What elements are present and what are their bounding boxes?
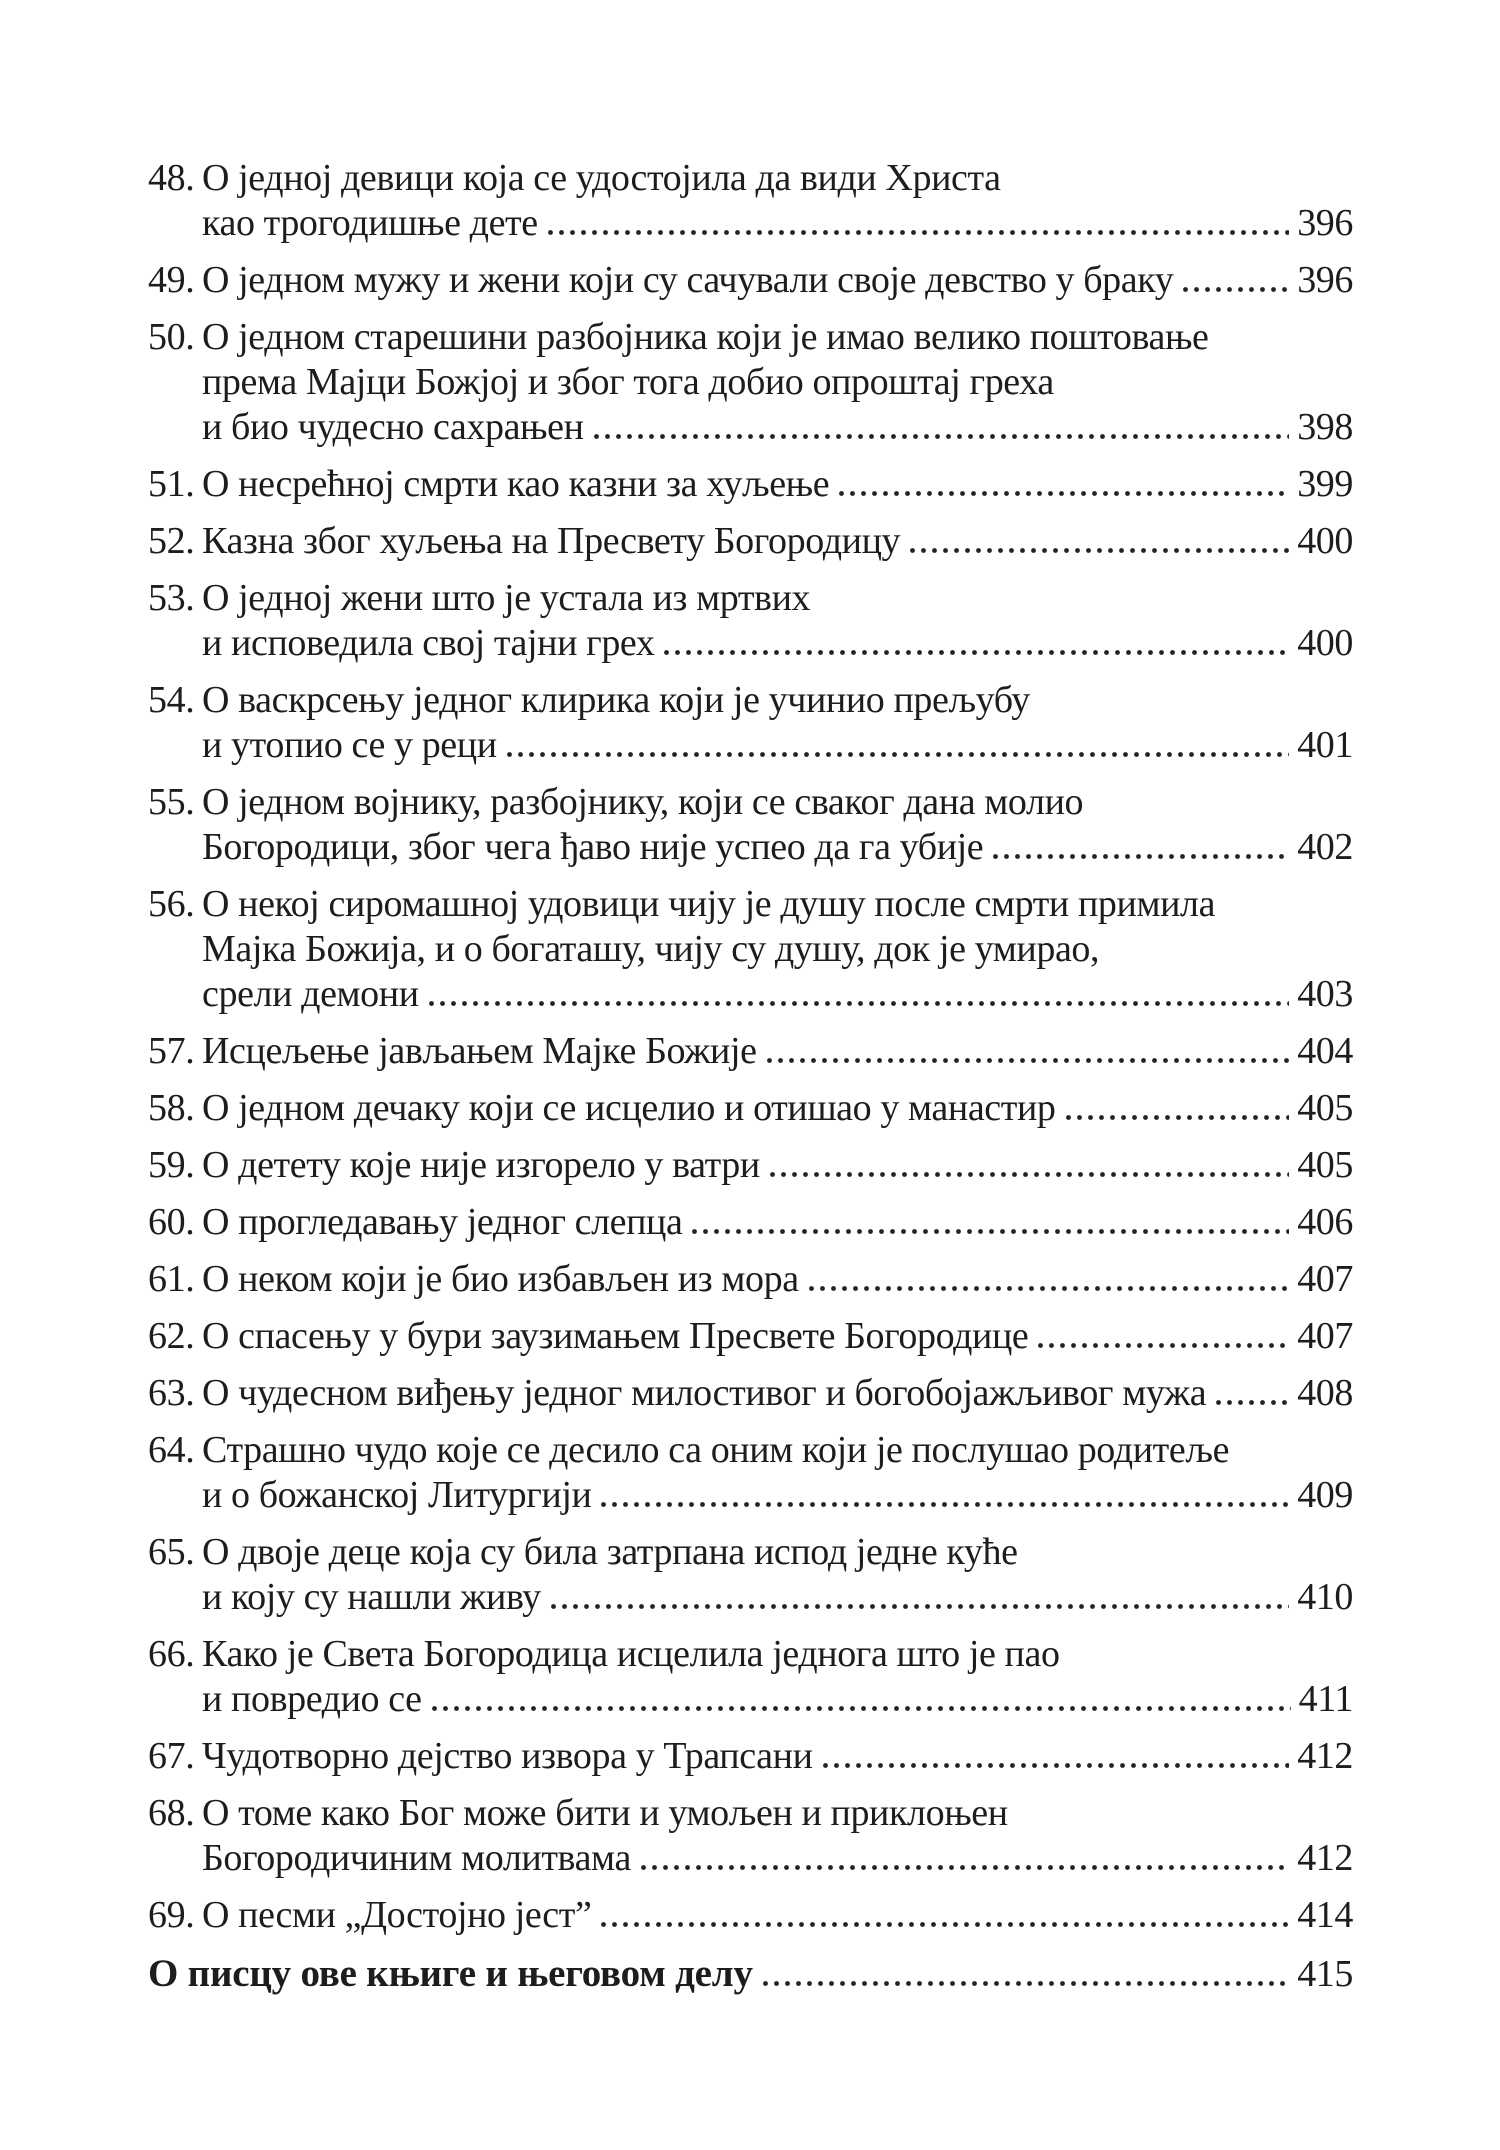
entry-body	[202, 1791, 1353, 1881]
entry-title-line: Како је Света Богородица исцелила једнога што је пао	[202, 1633, 1060, 1675]
entry-number: 66.	[148, 1633, 195, 1675]
dot-leader	[601, 1922, 1289, 1927]
entry-number: 65.	[148, 1531, 195, 1573]
entry-title-text: и о божанској Литургији	[202, 1474, 592, 1516]
dot-leader	[692, 1229, 1289, 1234]
entry-body	[202, 1428, 1353, 1518]
toc-entry	[148, 678, 1353, 768]
entry-title-text: Богородици, због чега ђаво није успео да га убије	[202, 826, 984, 868]
entry-title-last-line	[202, 1314, 1353, 1359]
entry-title-line: О једној жени што је устала из мртвих	[202, 577, 811, 619]
entry-title-text: срели демони	[202, 973, 419, 1015]
entry-body	[202, 1086, 1353, 1131]
entry-body	[202, 156, 1353, 246]
entry-title-line: О једном војнику, разбојнику, који се сваког дана молио	[202, 781, 1084, 823]
entry-title-line: О једном старешини разбојника који је имао велико поштовање	[202, 316, 1209, 358]
entry-body	[202, 1893, 1353, 1938]
entry-title-last-line	[202, 519, 1353, 564]
entry-title-text: као трогодишње дете	[202, 202, 538, 244]
entry-page-number: 404	[1297, 1030, 1353, 1072]
dot-leader	[809, 1286, 1289, 1291]
dot-leader	[763, 1981, 1289, 1986]
entry-title-line: О некој сиромашној удовици чију је душу после смрти примила	[202, 883, 1216, 925]
entry-body	[202, 1734, 1353, 1779]
entry-title-last-line	[202, 1200, 1353, 1245]
entry-number: 62.	[148, 1315, 195, 1357]
entry-page-number: 411	[1298, 1678, 1353, 1720]
entry-page-number: 414	[1297, 1894, 1353, 1936]
dot-leader	[507, 752, 1290, 757]
entry-body	[202, 1029, 1353, 1074]
toc-entry	[148, 1371, 1353, 1416]
entry-number: 69.	[148, 1894, 195, 1936]
dot-leader	[548, 230, 1289, 235]
entry-title-last-line	[202, 405, 1353, 450]
entry-body	[202, 882, 1353, 1017]
entry-title-last-line	[202, 1371, 1353, 1416]
entry-title-last-line	[202, 1575, 1353, 1620]
entry-title-text: О прогледавању једног слепца	[202, 1201, 683, 1243]
entry-body	[202, 1371, 1353, 1416]
toc-entry	[148, 1086, 1353, 1131]
toc-entry	[148, 462, 1353, 507]
entry-title-last-line	[202, 1893, 1353, 1938]
entry-title-text: Исцељење јављањем Мајке Божије	[202, 1030, 757, 1072]
toc-entry	[148, 1029, 1353, 1074]
toc-entry	[148, 1143, 1353, 1188]
entry-page-number: 412	[1297, 1837, 1353, 1879]
entry-page-number: 401	[1297, 724, 1353, 766]
toc-entry	[148, 315, 1353, 450]
toc-entry	[148, 1428, 1353, 1518]
entry-title-text: и утопио се у реци	[202, 724, 497, 766]
entry-title-line: О двоје деце која су била затрпана испод једне куће	[202, 1531, 1018, 1573]
entry-number: 50.	[148, 316, 195, 358]
entry-number: 68.	[148, 1792, 195, 1834]
entry-number: 59.	[148, 1144, 195, 1186]
dot-leader	[594, 434, 1290, 439]
entry-number: 60.	[148, 1201, 195, 1243]
dot-leader	[641, 1865, 1289, 1870]
entry-title-last-line	[202, 201, 1353, 246]
entry-title-text: Богородичиним молитвама	[202, 1837, 631, 1879]
entry-title-text: О спасењу у бури заузимањем Пресвете Богородице	[202, 1315, 1029, 1357]
entry-body	[148, 1951, 1353, 1997]
entry-body	[202, 519, 1353, 564]
toc-entry	[148, 1530, 1353, 1620]
entry-title-last-line	[202, 1086, 1353, 1131]
entry-body	[202, 678, 1353, 768]
toc-entry	[148, 1791, 1353, 1881]
entry-page-number: 396	[1297, 259, 1353, 301]
entry-title-text: О чудесном виђењу једног милостивог и богобојажљивог мужа	[202, 1372, 1207, 1414]
dot-leader	[1183, 287, 1289, 292]
entry-title-last-line	[202, 462, 1353, 507]
dot-leader	[910, 548, 1289, 553]
dot-leader	[664, 650, 1289, 655]
toc-entry	[148, 1893, 1353, 1938]
entry-page-number: 399	[1297, 463, 1353, 505]
entry-title-text: и повредио се	[202, 1678, 422, 1720]
toc-entry	[148, 258, 1353, 303]
closing-entry-title-text: О писцу ове књиге и његовом делу	[148, 1952, 753, 1995]
entry-title-line: према Мајци Божјој и због тога добио опроштај греха	[202, 361, 1054, 403]
entry-body	[202, 780, 1353, 870]
dot-leader	[429, 1001, 1290, 1006]
entry-title-last-line	[202, 1257, 1353, 1302]
dot-leader	[1038, 1343, 1289, 1348]
entry-title-text: О једном мужу и жени који су сачували своје девство у браку	[202, 259, 1174, 301]
entry-body	[202, 315, 1353, 450]
entry-title-last-line	[202, 723, 1353, 768]
toc-entry	[148, 1314, 1353, 1359]
entry-page-number: 407	[1297, 1258, 1353, 1300]
entry-number: 53.	[148, 577, 195, 619]
dot-leader	[1216, 1400, 1289, 1405]
dot-leader	[551, 1604, 1289, 1609]
entry-number: 63.	[148, 1372, 195, 1414]
entry-title-last-line	[202, 1473, 1353, 1518]
entry-title-text: и исповедила свој тајни грех	[202, 622, 655, 664]
dot-leader	[770, 1172, 1289, 1177]
entry-page-number: 400	[1297, 520, 1353, 562]
entry-body	[202, 1314, 1353, 1359]
entry-title-text: и коју су нашли живу	[202, 1576, 541, 1618]
entry-title-last-line	[202, 1836, 1353, 1881]
entry-title-text: О песми „Достојно јест”	[202, 1894, 592, 1936]
toc-entry	[148, 1200, 1353, 1245]
toc-entry	[148, 576, 1353, 666]
entry-number: 67.	[148, 1735, 195, 1777]
entry-title-text: О детету које није изгорело у ватри	[202, 1144, 760, 1186]
dot-leader	[601, 1502, 1289, 1507]
entry-page-number: 406	[1297, 1201, 1353, 1243]
entry-page-number: 407	[1297, 1315, 1353, 1357]
toc-entry	[148, 1734, 1353, 1779]
entry-body	[202, 1632, 1353, 1722]
entry-title-line: О једној девици која се удостојила да види Христа	[202, 157, 1001, 199]
entry-title-last-line	[202, 825, 1353, 870]
entry-page-number: 409	[1297, 1474, 1353, 1516]
entry-title-text: О несрећној смрти као казни за хуљење	[202, 463, 830, 505]
toc-entry	[148, 156, 1353, 246]
entry-body	[202, 576, 1353, 666]
entry-page-number: 408	[1297, 1372, 1353, 1414]
entry-title-line: Мајка Божија, и о богаташу, чију су душу, док је умирао,	[202, 928, 1100, 970]
entry-title-line: О томе како Бог може бити и умољен и приклоњен	[202, 1792, 1008, 1834]
toc-closing-entry	[148, 1951, 1353, 1997]
entry-title-last-line	[202, 972, 1353, 1017]
entry-body	[202, 1530, 1353, 1620]
entry-body	[202, 1257, 1353, 1302]
entry-title-last-line	[202, 258, 1353, 303]
dot-leader	[993, 854, 1289, 859]
entry-number: 64.	[148, 1429, 195, 1471]
entry-title-last-line	[202, 621, 1353, 666]
entry-number: 52.	[148, 520, 195, 562]
entry-page-number: 398	[1297, 406, 1353, 448]
dot-leader	[432, 1706, 1291, 1711]
entry-number: 49.	[148, 259, 195, 301]
entry-number: 56.	[148, 883, 195, 925]
entry-number: 51.	[148, 463, 195, 505]
toc-entry	[148, 519, 1353, 564]
entry-body	[202, 462, 1353, 507]
entry-page-number: 415	[1297, 1953, 1353, 1995]
toc-entry	[148, 1257, 1353, 1302]
entry-title-last-line	[202, 1143, 1353, 1188]
entry-page-number: 405	[1297, 1087, 1353, 1129]
entry-title-last-line	[202, 1734, 1353, 1779]
entry-title-text: и био чудесно сахрањен	[202, 406, 584, 448]
entry-title-last-line	[202, 1029, 1353, 1074]
entry-page-number: 405	[1297, 1144, 1353, 1186]
entry-title-last-line	[202, 1677, 1353, 1722]
entry-title-line: Страшно чудо које се десило са оним који је послушао родитеље	[202, 1429, 1230, 1471]
entry-number: 61.	[148, 1258, 195, 1300]
entry-page-number: 410	[1297, 1576, 1353, 1618]
table-of-contents	[148, 156, 1353, 1997]
entry-page-number: 403	[1297, 973, 1353, 1015]
dot-leader	[1066, 1115, 1290, 1120]
entry-body	[202, 1143, 1353, 1188]
toc-entry	[148, 780, 1353, 870]
entry-body	[202, 1200, 1353, 1245]
entry-page-number: 402	[1297, 826, 1353, 868]
entry-title-text: Чудотворно дејство извора у Трапсани	[202, 1735, 813, 1777]
entry-number: 58.	[148, 1087, 195, 1129]
entry-title-last-line	[148, 1951, 1353, 1997]
dot-leader	[823, 1763, 1290, 1768]
entry-title-line: О васкрсењу једног клирика који је учинио прељубу	[202, 679, 1030, 721]
dot-leader	[839, 491, 1289, 496]
toc-entry	[148, 1632, 1353, 1722]
entry-page-number: 400	[1297, 622, 1353, 664]
entry-page-number: 396	[1297, 202, 1353, 244]
toc-entry	[148, 882, 1353, 1017]
entry-number: 57.	[148, 1030, 195, 1072]
entry-number: 54.	[148, 679, 195, 721]
entry-page-number: 412	[1297, 1735, 1353, 1777]
entry-title-text: О неком који је био избављен из мора	[202, 1258, 799, 1300]
entry-body	[202, 258, 1353, 303]
entry-title-text: Казна због хуљења на Пресвету Богородицу	[202, 520, 901, 562]
entry-title-text: О једном дечаку који се исцелио и отишао у манастир	[202, 1087, 1056, 1129]
entry-number: 55.	[148, 781, 195, 823]
entry-number: 48.	[148, 157, 195, 199]
dot-leader	[767, 1058, 1290, 1063]
